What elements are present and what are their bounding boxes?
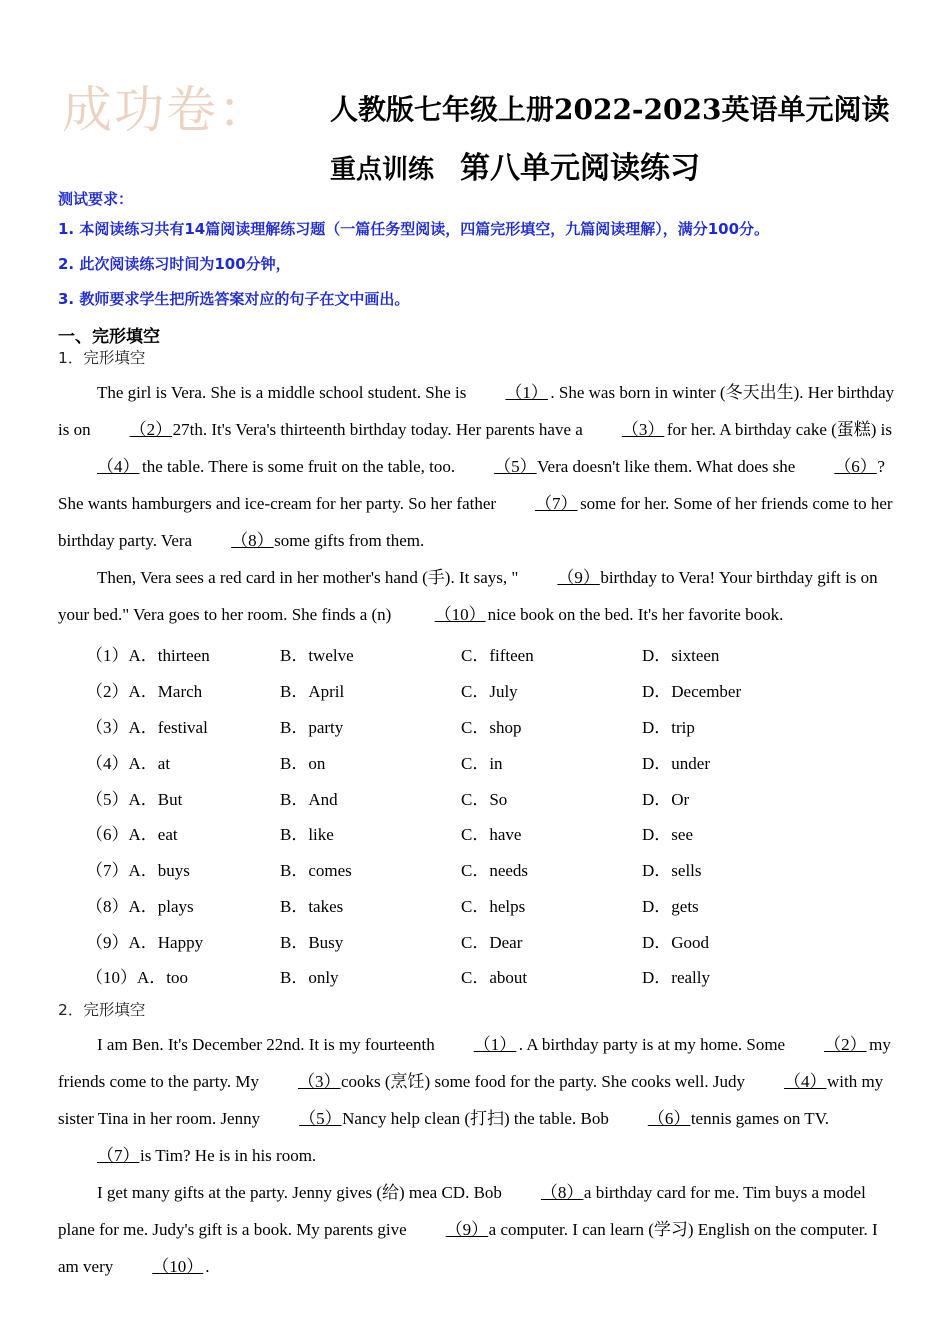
option-d[interactable]: D．sells bbox=[642, 861, 702, 880]
requirement-item: 2. 此次阅读练习时间为100分钟， bbox=[58, 255, 291, 273]
option-a[interactable]: （8）A．plays bbox=[86, 897, 194, 916]
requirements-heading: 测试要求： bbox=[58, 190, 134, 208]
requirement-item: 1. 本阅读练习共有14篇阅读理解练习题（一篇任务型阅读，四篇完形填空，九篇阅读理解），满分100分。 bbox=[58, 220, 770, 238]
option-b[interactable]: B．party bbox=[280, 718, 344, 737]
requirement-item: 3. 教师要求学生把所选答案对应的句子在文中画出。 bbox=[58, 290, 410, 308]
blank: （2） bbox=[824, 1035, 867, 1054]
option-row bbox=[86, 820, 906, 844]
document-title-line2 bbox=[330, 143, 700, 187]
option-a[interactable]: （10）A．too bbox=[86, 968, 188, 987]
option-c[interactable]: C．July bbox=[461, 682, 518, 701]
option-c[interactable]: C．in bbox=[461, 754, 503, 773]
option-c[interactable]: C．So bbox=[461, 790, 508, 809]
option-b[interactable]: B．And bbox=[280, 790, 338, 809]
blank: （6） bbox=[834, 457, 877, 476]
passage-paragraph: Then, Vera sees a red card in her mother's hand (手). It says, " （9）birthday to Vera! Your birthday gift is on your bed." Vera goes to her room. She finds a (n) （10） nice book on the bed. It's her favorite book. bbox=[58, 559, 898, 633]
option-a[interactable]: （6）A．eat bbox=[86, 825, 178, 844]
option-row bbox=[86, 963, 906, 987]
option-b[interactable]: B．only bbox=[280, 968, 339, 987]
option-b[interactable]: B．Busy bbox=[280, 933, 344, 952]
option-b[interactable]: B．comes bbox=[280, 861, 352, 880]
option-row bbox=[86, 677, 906, 701]
option-a[interactable]: （7）A．buys bbox=[86, 861, 190, 880]
option-a[interactable]: （3）A．festival bbox=[86, 718, 208, 737]
option-row bbox=[86, 713, 906, 737]
option-row bbox=[86, 785, 906, 809]
option-c[interactable]: C．helps bbox=[461, 897, 526, 916]
option-d[interactable]: D．under bbox=[642, 754, 710, 773]
blank: （3） bbox=[621, 420, 665, 439]
option-row bbox=[86, 856, 906, 880]
option-c[interactable]: C．needs bbox=[461, 861, 529, 880]
blank: （9） bbox=[557, 568, 600, 587]
title-subtitle: 重点训练 bbox=[330, 155, 435, 185]
option-c[interactable]: C．Dear bbox=[461, 933, 523, 952]
blank: （4） bbox=[97, 457, 140, 476]
option-b[interactable]: B．on bbox=[280, 754, 326, 773]
blank: （6） bbox=[647, 1109, 691, 1128]
option-row bbox=[86, 892, 906, 916]
passage bbox=[58, 1026, 898, 1285]
passage-paragraph: I am Ben. It's December 22nd. It is my fourteenth （1） . A birthday party is at my home. Some （2） my friends come to the party. My （3）cooks (烹饪) some food for the party. She cooks well. Judy （4）with my sister Tina in her room. Jenny （5）Nancy help clean (打扫) the table. Bob （6）tennis games on TV.（7）is Tim? He is in his room. bbox=[58, 1026, 898, 1174]
blank: （7） bbox=[97, 1146, 140, 1165]
option-c[interactable]: C．shop bbox=[461, 718, 522, 737]
blank: （8） bbox=[540, 1183, 584, 1202]
option-a[interactable]: （1）A．thirteen bbox=[86, 646, 210, 665]
section-heading: 一、完形填空 bbox=[58, 327, 160, 347]
option-b[interactable]: B．April bbox=[280, 682, 345, 701]
watermark-text: 成功卷： bbox=[62, 81, 270, 139]
option-b[interactable]: B．like bbox=[280, 825, 334, 844]
blank: （1） bbox=[505, 383, 548, 402]
blank: （3） bbox=[297, 1072, 341, 1091]
passage-paragraph: The girl is Vera. She is a middle school student. She is （1） . She was born in winter (冬天出生). Her birthday is on （2）27th. It's Vera's thirteenth birthday today. Her parents have a （3） for her. A birthday cake (蛋糕) is（4） the table. There is some fruit on the table, too. （5）Vera doesn't like them. What does she （6）? She wants hamburgers and ice-cream for her party. So her father （7） some for her. Some of her friends come to her birthday party. Vera （8）some gifts from them. bbox=[58, 374, 898, 559]
title-unit: 第八单元阅读练习 bbox=[460, 151, 701, 186]
option-a[interactable]: （2）A．March bbox=[86, 682, 203, 701]
option-b[interactable]: B．takes bbox=[280, 897, 344, 916]
option-c[interactable]: C．have bbox=[461, 825, 522, 844]
option-c[interactable]: C．fifteen bbox=[461, 646, 534, 665]
option-row bbox=[86, 641, 906, 665]
blank: （9） bbox=[445, 1220, 489, 1239]
blank: （5） bbox=[494, 457, 537, 476]
option-a[interactable]: （4）A．at bbox=[86, 754, 171, 773]
blank: （2） bbox=[129, 420, 173, 439]
blank: （7） bbox=[535, 494, 578, 513]
option-d[interactable]: D．December bbox=[642, 682, 742, 701]
option-d[interactable]: D．Good bbox=[642, 933, 710, 952]
option-d[interactable]: D．sixteen bbox=[642, 646, 720, 665]
option-d[interactable]: D．trip bbox=[642, 718, 695, 737]
option-b[interactable]: B．twelve bbox=[280, 646, 354, 665]
question-label: 2．完形填空 bbox=[58, 1001, 146, 1019]
option-a[interactable]: （9）A．Happy bbox=[86, 933, 204, 952]
option-a[interactable]: （5）A．But bbox=[86, 790, 183, 809]
question-label: 1．完形填空 bbox=[58, 349, 146, 367]
option-d[interactable]: D．really bbox=[642, 968, 710, 987]
blank: （5） bbox=[299, 1109, 342, 1128]
blank: （1） bbox=[473, 1035, 517, 1054]
option-c[interactable]: C．about bbox=[461, 968, 528, 987]
document-title-line1: 人教版七年级上册2022-2023英语单元阅读 bbox=[330, 93, 890, 126]
option-d[interactable]: D．gets bbox=[642, 897, 699, 916]
option-row bbox=[86, 749, 906, 773]
blank: （8） bbox=[231, 531, 274, 550]
passage bbox=[58, 374, 898, 633]
option-row bbox=[86, 928, 906, 952]
passage-paragraph: I get many gifts at the party. Jenny gives (给) mea CD. Bob （8）a birthday card for me. Tim buys a model plane for me. Judy's gift is a book. My parents give （9）a computer. I can learn (学习) English on the computer. I am very （10） . bbox=[58, 1174, 898, 1285]
option-d[interactable]: D．see bbox=[642, 825, 693, 844]
option-d[interactable]: D．Or bbox=[642, 790, 690, 809]
blank: （10） bbox=[152, 1257, 204, 1276]
blank: （4） bbox=[783, 1072, 827, 1091]
blank: （10） bbox=[434, 605, 486, 624]
